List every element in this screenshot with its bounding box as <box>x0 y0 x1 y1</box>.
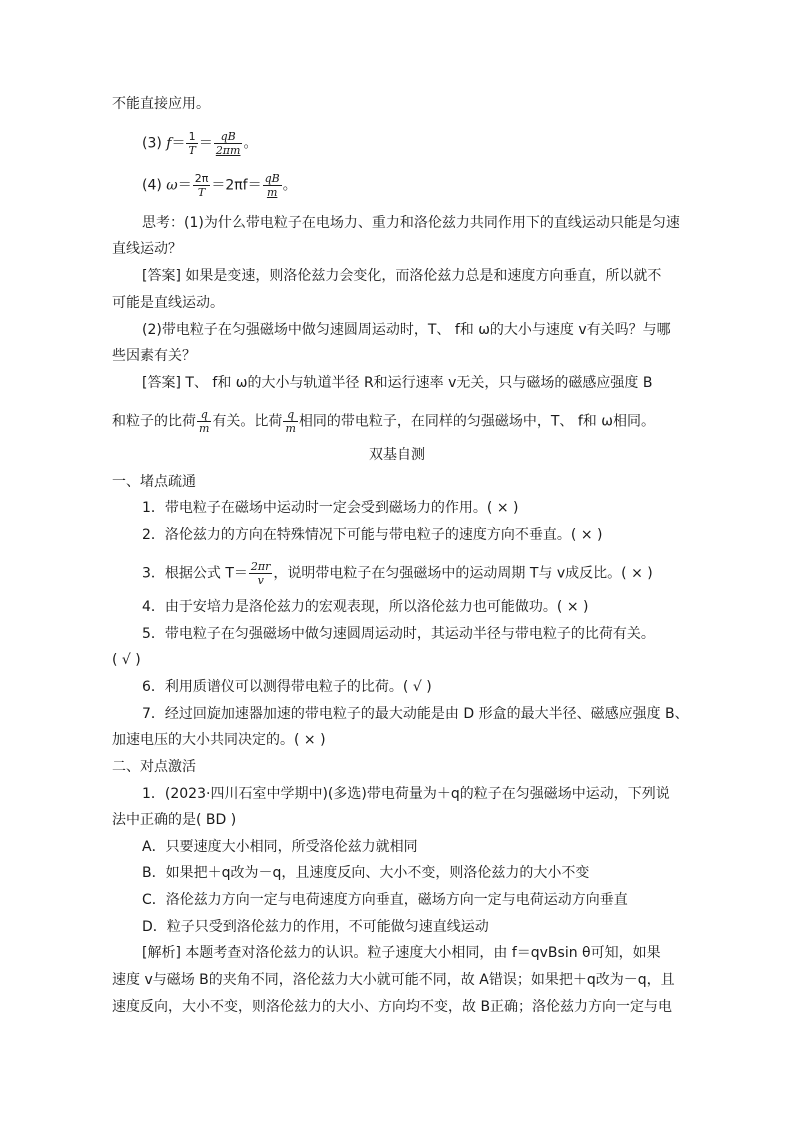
part-2-title: 二、对点激活 <box>112 759 196 775</box>
option-d: D．粒子只受到洛伦兹力的作用，不可能做匀速直线运动 <box>142 919 489 935</box>
think-2-line-2: 些因素有关？ <box>112 348 196 364</box>
formula-3-eq1: ＝ <box>171 135 186 152</box>
formula-4-num1: 2π <box>194 172 209 185</box>
question-1-line-1: 1．(2023·四川石室中学期中)(多选)带电荷量为＋q的粒子在匀强磁场中运动，下列说 <box>142 786 670 802</box>
formula-3-f: f <box>166 135 172 152</box>
formula-4-prefix: (4) <box>142 177 167 194</box>
specific-charge-fraction-1 <box>197 408 211 435</box>
option-c: C．洛伦兹力方向一定与电荷速度方向垂直，磁场方向一定与电荷运动方向垂直 <box>142 892 628 908</box>
formula-3-num1: 1 <box>186 130 197 144</box>
fraction-num: q <box>283 408 297 422</box>
formula-4-den2: m <box>266 186 278 199</box>
judge-item-4: 4．由于安培力是洛伦兹力的宏观表现，所以洛伦兹力也可能做功。( × ) <box>142 599 589 615</box>
answer-2-line-2-b: 有关。比荷 <box>212 413 283 430</box>
answer-1-line-2: 可能是直线运动。 <box>112 295 224 311</box>
judge-item-6: 6．利用质谱仪可以测得带电粒子的比荷。( √ ) <box>142 679 432 695</box>
section-title: 双基自测 <box>369 447 425 463</box>
formula-4-omega: ω <box>166 177 178 194</box>
think-2-line-1: (2)带电粒子在匀强磁场中做匀速圆周运动时，T、 f和 ω的大小与速度 v有关吗？与哪 <box>142 322 671 338</box>
judge-item-7-line-1: 7．经过回旋加速器加速的带电粒子的最大动能是由 D 形盒的最大半径、磁感应强度 B、 <box>142 706 689 722</box>
specific-charge-fraction-2 <box>283 408 297 435</box>
judge-item-3-b: ，说明带电粒子在匀强磁场中的运动周期 T与 v成反比。( × ) <box>273 565 653 582</box>
think-1-line-2: 直线运动？ <box>112 241 182 257</box>
part-1-title: 一、堵点疏通 <box>112 474 196 490</box>
analysis-text: 本题考查对洛伦兹力的认识。粒子速度大小相同，由 f＝qvBsin θ可知，如果 <box>180 945 661 961</box>
question-1-line-2: 法中正确的是( BD ) <box>112 812 237 828</box>
period-fraction-den: v <box>257 574 264 587</box>
fraction-den: m <box>199 422 210 435</box>
fraction-den: m <box>285 422 296 435</box>
answer-1-text: 如果是变速，则洛伦兹力会变化，而洛伦兹力总是和速度方向垂直，所以就不 <box>180 268 662 284</box>
formula-4-eq1: ＝ <box>177 177 192 194</box>
judge-item-5-line-1: 5．带电粒子在匀强磁场中做匀速圆周运动时，其运动半径与带电粒子的比荷有关。 <box>142 626 655 642</box>
formula-3-fraction-1 <box>186 130 197 157</box>
period-fraction-num: 2πr <box>250 560 271 573</box>
formula-3-fraction-2 <box>214 130 243 157</box>
formula-4-suffix: 。 <box>282 177 297 194</box>
formula-4-fraction-1 <box>193 172 211 199</box>
analysis-line-1 <box>142 942 661 964</box>
period-fraction <box>249 560 273 587</box>
analysis-tag: [解析] <box>142 945 181 961</box>
answer-2-line-1 <box>142 372 652 394</box>
formula-3-num2: qB <box>214 130 243 144</box>
option-a: A．只要速度大小相同，所受洛伦兹力就相同 <box>142 839 418 855</box>
fraction-num: q <box>197 408 211 422</box>
answer-2-line-2-a: 和粒子的比荷 <box>112 413 196 430</box>
answer-2-tag: [答案] <box>142 375 181 391</box>
intro-line: 不能直接应用。 <box>112 96 210 112</box>
formula-3-prefix: (3) <box>142 135 167 152</box>
think-1-line-1: 思考：(1)为什么带电粒子在电场力、重力和洛伦兹力共同作用下的直线运动只能是匀速 <box>142 215 680 231</box>
formula-3-eq2: ＝ <box>198 135 213 152</box>
formula-3-den2: 2πm <box>215 144 241 157</box>
answer-1-line-1 <box>142 265 661 287</box>
option-b: B．如果把＋q改为－q，且速度反向、大小不变，则洛伦兹力的大小不变 <box>142 865 590 881</box>
answer-2-text: T、 f和 ω的大小与轨道半径 R和运行速率 v无关，只与磁场的磁感应强度 B <box>180 375 653 391</box>
formula-3-suffix: 。 <box>243 135 258 152</box>
judge-item-3-a: 3．根据公式 T＝ <box>142 565 248 582</box>
formula-4-den1: T <box>197 186 206 199</box>
formula-4-num2: qB <box>264 172 280 185</box>
judge-item-7-line-2: 加速电压的大小共同决定的。( × ) <box>112 732 326 748</box>
formula-3-den1: T <box>188 144 196 157</box>
answer-1-tag: [答案] <box>142 268 181 284</box>
analysis-line-3: 速度反向，大小不变，则洛伦兹力的大小、方向均不变，故 B正确；洛伦兹力方向一定与电 <box>112 999 673 1015</box>
answer-2-line-2 <box>112 408 655 435</box>
judge-item-2: 2．洛伦兹力的方向在特殊情况下可能与带电粒子的速度方向不垂直。( × ) <box>142 527 603 543</box>
formula-4 <box>142 172 297 199</box>
formula-3 <box>142 130 257 157</box>
formula-4-mid: ＝2πf＝ <box>211 177 262 194</box>
judge-item-5-line-2: ( √ ) <box>112 652 141 668</box>
judge-item-1: 1．带电粒子在磁场中运动时一定会受到磁场力的作用。( × ) <box>142 500 519 516</box>
answer-2-line-2-c: 相同的带电粒子，在同样的匀强磁场中，T、 f和 ω相同。 <box>298 413 655 430</box>
formula-4-fraction-2 <box>263 172 282 199</box>
analysis-line-2: 速度 v与磁场 B的夹角不同，洛伦兹力大小就可能不同，故 A错误；如果把＋q改为－q，且 <box>112 972 675 988</box>
judge-item-3 <box>142 560 653 587</box>
